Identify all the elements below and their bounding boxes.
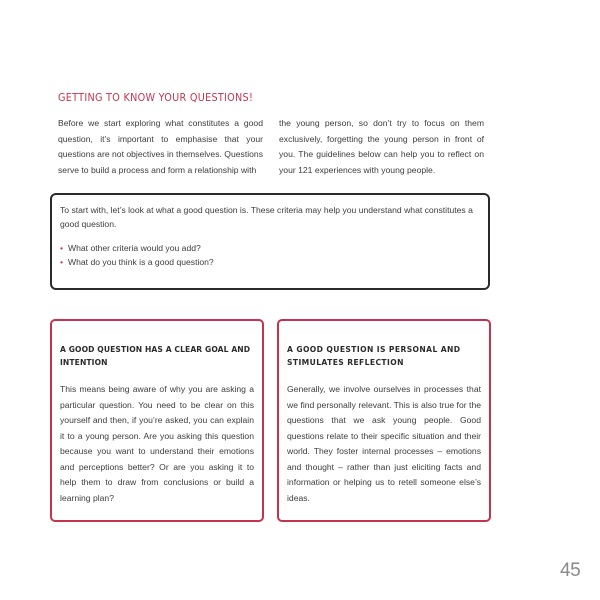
- section-heading: GETTING TO KNOW YOUR QUESTIONS!: [58, 92, 254, 104]
- criteria-list-item-text: What do you think is a good question?: [68, 257, 214, 267]
- page-number: 45: [560, 560, 581, 581]
- criteria-box-text: To start with, let’s look at what a good question is. These criteria may help you understand what constitutes a good question.: [60, 205, 473, 229]
- bullet-icon: •: [60, 257, 64, 267]
- card-body: This means being aware of why you are asking a particular question. You need to be clear on this yourself and then, if you’re asked, you can explain it to a young person. Are you asking this question because you want to understand their emotions and perceptions better? Or are you asking it to help them to draw from conclusions or build a learning plan?: [60, 384, 254, 503]
- criteria-list-item-text: What other criteria would you add?: [68, 243, 201, 253]
- criteria-list-item: [60, 241, 480, 255]
- criteria-box: [50, 193, 490, 290]
- bullet-icon: •: [60, 243, 64, 253]
- criteria-list-item: [60, 255, 480, 269]
- card-title: A GOOD QUESTION HAS A CLEAR GOAL AND INTENTION: [60, 345, 251, 367]
- intro-left-column: Before we start exploring what constitutes a good question, it’s important to emphasise that your questions are not objectives in themselves. Questions serve to build a process and form a relationship with: [58, 118, 263, 175]
- criteria-list: [60, 241, 480, 269]
- card-title: A GOOD QUESTION IS PERSONAL AND STIMULATES REFLECTION: [287, 345, 461, 367]
- intro-right-column: the young person, so don’t try to focus on them exclusively, forgetting the young person in front of you. The guidelines below can help you to reflect on your 121 experiences with young people.: [279, 118, 484, 175]
- card-personal-reflection: [277, 319, 491, 522]
- card-body: Generally, we involve ourselves in processes that we find personally relevant. This is also true for the questions that we ask young people. Good questions relate to their specific situation and their world. They foster internal processes – emotions and thought – rather than just eliciting facts and information or helping us to retell someone else’s ideas.: [287, 384, 481, 503]
- card-clear-goal: [50, 319, 264, 522]
